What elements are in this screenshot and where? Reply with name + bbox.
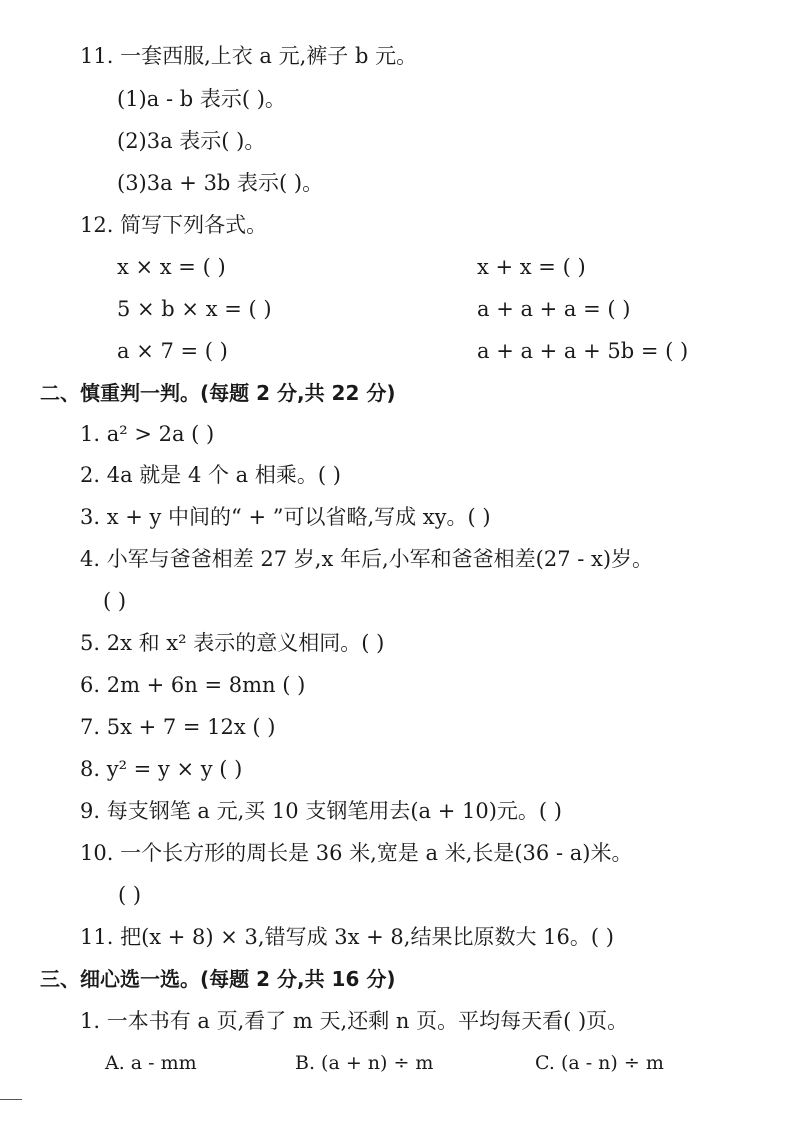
- q11-item-2: (2)3a 表示( )。: [117, 129, 266, 153]
- choice-q1-option-c: C. (a - n) ÷ m: [535, 1052, 664, 1074]
- q12-item-6: a + a + a + 5b = ( ): [477, 339, 689, 363]
- q11-item-3: (3)3a + 3b 表示( )。: [117, 171, 324, 195]
- q12-item-3: 5 × b × x = ( ): [117, 297, 272, 321]
- judge-item-8: 8. y² = y × y ( ): [80, 757, 243, 781]
- judge-item-4: 4. 小军与爸爸相差 27 岁,x 年后,小军和爸爸相差(27 - x)岁。: [80, 547, 654, 571]
- choice-q1-stem: 1. 一本书有 a 页,看了 m 天,还剩 n 页。平均每天看( )页。: [80, 1009, 629, 1033]
- section-3-heading: 三、细心选一选。(每题 2 分,共 16 分): [40, 967, 396, 991]
- q11-stem: 11. 一套西服,上衣 a 元,裤子 b 元。: [80, 44, 418, 68]
- choice-q1-option-a: A. a - mm: [105, 1052, 197, 1074]
- q12-stem: 12. 简写下列各式。: [80, 213, 268, 237]
- section-2-heading: 二、慎重判一判。(每题 2 分,共 22 分): [40, 381, 396, 405]
- q12-item-1: x × x = ( ): [117, 255, 226, 279]
- judge-item-9: 9. 每支钢笔 a 元,买 10 支钢笔用去(a + 10)元。( ): [80, 799, 562, 823]
- q12-item-4: a + a + a = ( ): [477, 297, 631, 321]
- q12-item-2: x + x = ( ): [477, 255, 586, 279]
- judge-item-2: 2. 4a 就是 4 个 a 相乘。( ): [80, 463, 341, 487]
- judge-item-7: 7. 5x + 7 = 12x ( ): [80, 715, 276, 739]
- judge-item-5: 5. 2x 和 x² 表示的意义相同。( ): [80, 631, 385, 655]
- judge-item-1: 1. a² > 2a ( ): [80, 422, 215, 446]
- q11-item-1: (1)a - b 表示( )。: [117, 87, 286, 111]
- judge-item-3: 3. x + y 中间的“ + ”可以省略,写成 xy。( ): [80, 505, 491, 529]
- q12-item-5: a × 7 = ( ): [117, 339, 228, 363]
- judge-item-11: 11. 把(x + 8) × 3,错写成 3x + 8,结果比原数大 16。( ): [80, 925, 614, 949]
- judge-item-4-blank: ( ): [103, 589, 127, 613]
- judge-item-10-blank: ( ): [118, 883, 142, 907]
- judge-item-10: 10. 一个长方形的周长是 36 米,宽是 a 米,长是(36 - a)米。: [80, 841, 633, 865]
- choice-q1-option-b: B. (a + n) ÷ m: [295, 1052, 434, 1074]
- judge-item-6: 6. 2m + 6n = 8mn ( ): [80, 673, 306, 697]
- page-edge-mark: [0, 1099, 22, 1100]
